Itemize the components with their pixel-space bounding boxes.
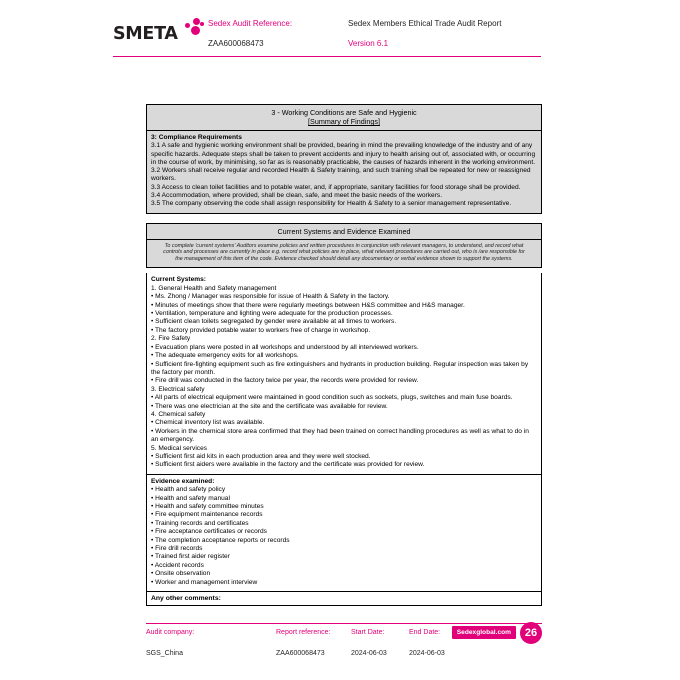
footer-divider [146, 623, 542, 624]
sedexglobal-badge[interactable]: Sedexglobal.com [452, 626, 516, 639]
audit-reference-value: ZAA600068473 [208, 39, 264, 48]
version-label: Version 6.1 [348, 39, 389, 48]
evidence-line: • Training records and certificates [151, 519, 249, 527]
current-systems-line: 5. Medical services [151, 444, 208, 452]
other-comments-box [146, 592, 542, 606]
current-systems-line: • Sufficient first aiders were available in the factory and the certificate was provided for review. [151, 461, 425, 469]
current-systems-line: • Minutes of meetings show that there were regularly meetings between H&S committee and H&S manager. [151, 301, 465, 309]
start-date-value: 2024-06-03 [351, 650, 387, 657]
compliance-paragraph: 3.2 Workers shall receive regular and recorded Health & Safety training, and such training shall be repeated for new or reassigned workers. [151, 167, 531, 183]
smeta-dots-logo-icon [184, 18, 206, 40]
audit-reference-block [208, 18, 348, 50]
current-systems-line: • Sufficient clean toilets segregated by gender were available at all times to workers. [151, 318, 397, 326]
evidence-line: • Health and safety committee minutes [151, 503, 264, 511]
current-systems-line: • Fire drill was conducted in the factory twice per year, the records were provided for review. [151, 377, 419, 385]
evidence-examined-box [146, 475, 542, 592]
compliance-paragraph: 3.4 Accommodation, where provided, shall be clean, safe, and meet the basic needs of the workers. [151, 192, 443, 200]
current-systems-content-box [146, 273, 542, 474]
evidence-line: • Trained first aider register [151, 553, 230, 561]
evidence-line: • Health and safety policy [151, 486, 226, 494]
header-divider [113, 56, 541, 57]
document-footer [146, 623, 542, 659]
report-reference-block [276, 628, 351, 659]
audit-company-block [146, 628, 276, 659]
current-systems-line: 4. Chemical safety [151, 410, 206, 418]
current-systems-line: • Evacuation plans were posted in all workshops and understood by all interviewed workers. [151, 343, 419, 351]
compliance-paragraph: 3.5 The company observing the code shall assign responsibility for Health & Safety to a senior management representative. [151, 200, 512, 208]
audit-company-value: SGS_China [146, 650, 183, 657]
current-systems-instruction: To complete 'current systems' Auditors examine policies and written procedures in conjunction with relevant managers, to understand, and record what controls and processes are currently in place e.g. record what policies are in place, what relevant procedures are carried out, who is /are responsible for the management of this item of the code. Evidence checked should detail any documentary or verbal evidence shown to support the systems. [163, 242, 525, 262]
evidence-line: • Fire equipment maintenance records [151, 511, 263, 519]
evidence-line: • Health and safety manual [151, 494, 230, 502]
evidence-line: • Fire acceptance certificates or records [151, 528, 267, 536]
end-date-label: End Date: [409, 629, 441, 636]
report-reference-value: ZAA600068473 [276, 650, 325, 657]
evidence-line: • The completion acceptance reports or records [151, 536, 290, 544]
compliance-requirements-box [146, 131, 542, 214]
section-title-line1: 3 - Working Conditions are Safe and Hygienic [271, 108, 417, 117]
evidence-line: • Onsite observation [151, 570, 211, 578]
start-date-label: Start Date: [351, 629, 385, 636]
section-title-box [146, 104, 542, 131]
compliance-paragraph: 3.3 Access to clean toilet facilities and to potable water, and, if appropriate, sanitary facilities for food storage shall be provided. [151, 183, 521, 191]
current-systems-heading: Current Systems and Evidence Examined [277, 226, 411, 236]
current-systems-line: • All parts of electrical equipment were maintained in good condition such as sockets, plugs, switches and main fuse boards. [151, 394, 513, 402]
report-title-block [348, 18, 541, 50]
current-systems-line: • Sufficient fire-fighting equipment such as fire extinguishers and hydrants in production building. Regular inspection was taken by the factory per month. [151, 360, 529, 376]
current-systems-line: • Workers in the chemical store area confirmed that they had been trained on correct handling procedures as well as what to do in an emergency. [151, 427, 529, 444]
report-reference-label: Report reference: [276, 629, 331, 636]
report-title: Sedex Members Ethical Trade Audit Report [348, 19, 502, 28]
audit-reference-label: Sedex Audit Reference: [208, 19, 293, 28]
start-date-block [351, 628, 409, 659]
current-systems-line: • Chemical inventory list was available. [151, 419, 265, 427]
section-title-line2: [Summary of Findings] [308, 117, 380, 126]
current-systems-line: • Ventilation, temperature and lighting were adequate for the production processes. [151, 310, 393, 318]
document-header [113, 18, 541, 57]
page-number-badge: 26 [520, 622, 542, 644]
current-systems-line: • There was one electrician at the site and the certificate was available for review. [151, 402, 388, 410]
evidence-examined-label: Evidence examined: [151, 477, 215, 485]
evidence-line: • Accident records [151, 561, 204, 569]
document-body [146, 104, 542, 606]
current-systems-line: • The adequate emergency exits for all workshops. [151, 352, 299, 360]
audit-company-label: Audit company: [146, 629, 195, 636]
current-systems-line: • The factory provided potable water to workers free of charge in workshop. [151, 326, 371, 334]
current-systems-heading-box [146, 223, 542, 240]
other-comments-label: Any other comments: [151, 595, 221, 603]
current-systems-line: 1. General Health and Safety management [151, 284, 277, 292]
current-systems-instruction-box [146, 240, 542, 269]
evidence-line: • Fire drill records [151, 545, 203, 553]
current-systems-line: • Sufficient first aid kits in each production area and they were well stocked. [151, 452, 371, 460]
end-date-value: 2024-06-03 [409, 650, 445, 657]
current-systems-line: 3. Electrical safety [151, 385, 205, 393]
compliance-paragraph: 3.1 A safe and hygienic working environment shall be provided, bearing in mind the prevailing knowledge of the industry and of any specific hazards. Adequate steps shall be taken to prevent accidents and injury to health arising out of, associated with, or occurring in the course of work, by minimising, so far as is reasonably practicable, the causes of hazards inherent in the working environment. [151, 142, 536, 166]
compliance-heading: 3: Compliance Requirements [151, 134, 242, 141]
current-systems-label: Current Systems: [151, 276, 206, 284]
current-systems-line: • Ms. Zhong / Manager was responsible for issue of Health & Safety in the factory. [151, 293, 390, 301]
smeta-logo [113, 18, 208, 44]
logo-text: SMETA [113, 24, 178, 44]
current-systems-line: 2. Fire Safety [151, 335, 191, 343]
evidence-line: • Worker and management interview [151, 578, 258, 586]
